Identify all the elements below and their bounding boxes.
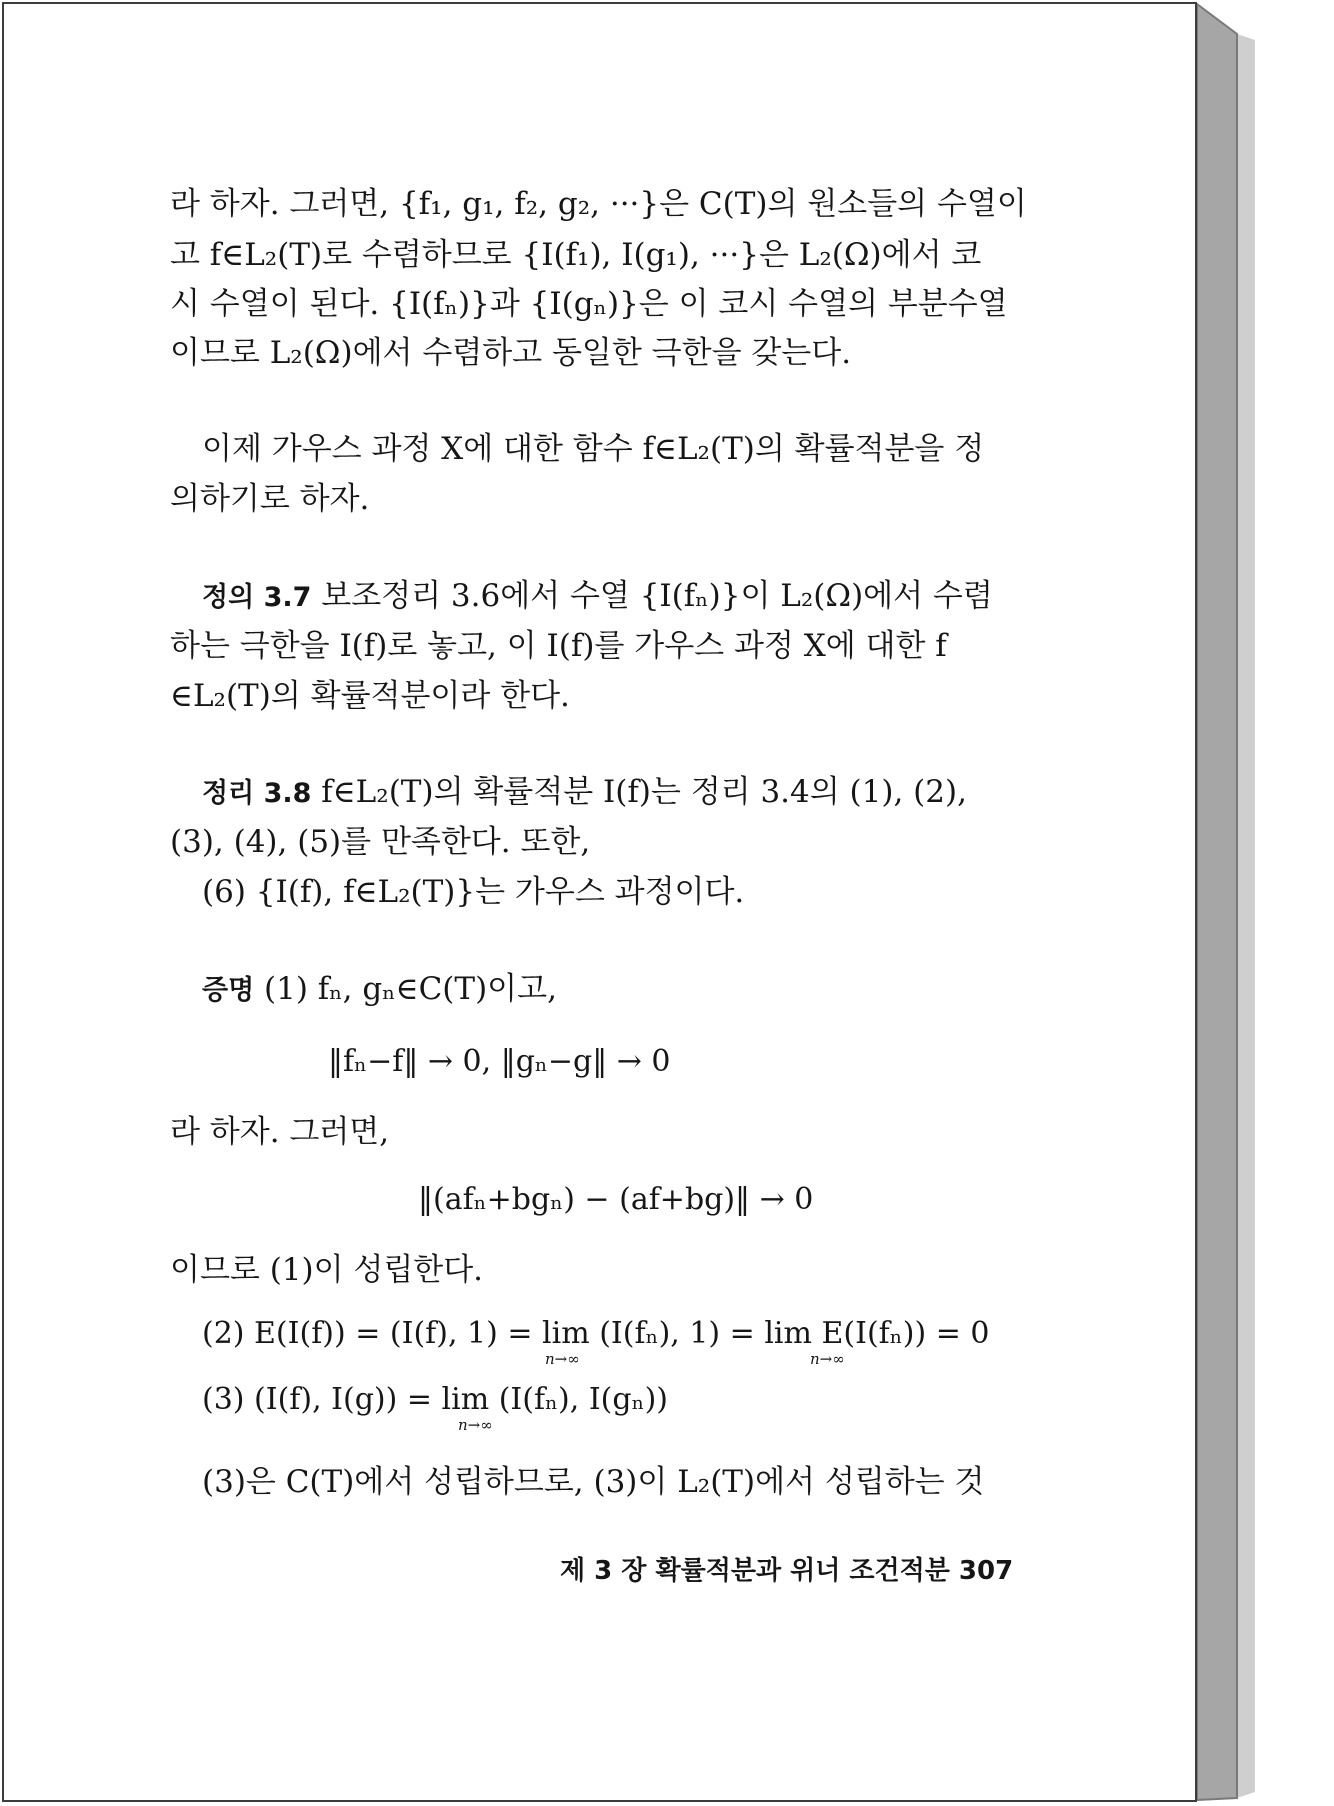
text-line: 이제 가우스 과정 X에 대한 함수 f∈L₂(T)의 확률적분을 정 bbox=[202, 431, 985, 467]
text-line: 이므로 L₂(Ω)에서 수렴하고 동일한 극한을 갖는다. bbox=[170, 335, 852, 371]
text-line: (3), (4), (5)를 만족한다. 또한, bbox=[170, 824, 591, 860]
limit-subscript: n→∞ bbox=[458, 1416, 493, 1434]
text-line: 시 수열이 된다. {I(fₙ)}과 {I(gₙ)}은 이 코시 수열의 부분수열 bbox=[170, 286, 1008, 322]
proof-line bbox=[202, 967, 1072, 1013]
equation: ‖(afₙ+bgₙ) − (af+bg)‖ → 0 bbox=[418, 1182, 814, 1217]
equation: (2) E(I(f)) = (I(f), 1) = lim (I(fₙ), 1) = lim E(I(fₙ)) = 0 bbox=[202, 1316, 990, 1351]
definition-heading: 정의 3.7 bbox=[202, 582, 312, 613]
limit-subscript: n→∞ bbox=[545, 1350, 580, 1368]
page-footer: 제 3 장 확률적분과 위너 조건적분 307 bbox=[560, 1556, 1014, 1586]
theorem-line bbox=[202, 770, 1072, 816]
theorem-heading: 정리 3.8 bbox=[202, 778, 312, 809]
text-line: 이므로 (1)이 성립한다. bbox=[170, 1252, 484, 1288]
equation: (3) (I(f), I(g)) = lim (I(fₙ), I(gₙ)) bbox=[202, 1382, 668, 1417]
limit-subscript: n→∞ bbox=[810, 1350, 845, 1368]
text-line: 라 하자. 그러면, bbox=[170, 1114, 390, 1150]
definition-line bbox=[202, 574, 1072, 620]
text-line: (6) {I(f), f∈L₂(T)}는 가우스 과정이다. bbox=[202, 874, 745, 910]
text-line: ∈L₂(T)의 확률적분이라 한다. bbox=[170, 678, 570, 714]
text-line: 고 f∈L₂(T)로 수렴하므로 {I(f₁), I(g₁), ···}은 L₂(Ω)에서 코 bbox=[170, 237, 982, 273]
proof-text: (1) fₙ, gₙ∈C(T)이고, bbox=[264, 971, 557, 1007]
theorem-text: f∈L₂(T)의 확률적분 I(f)는 정리 3.4의 (1), (2), bbox=[321, 774, 967, 810]
definition-text: 보조정리 3.6에서 수열 {I(fₙ)}이 L₂(Ω)에서 수렴 bbox=[321, 578, 993, 614]
equation: ‖fₙ−f‖ → 0, ‖gₙ−g‖ → 0 bbox=[328, 1044, 671, 1079]
text-line: 의하기로 하자. bbox=[170, 481, 370, 517]
text-line: 하는 극한을 I(f)로 놓고, 이 I(f)를 가우스 과정 X에 대한 f bbox=[170, 628, 947, 664]
book-spine bbox=[1197, 2, 1332, 1802]
proof-heading: 증명 bbox=[202, 975, 255, 1006]
text-line: 라 하자. 그러면, {f₁, g₁, f₂, g₂, ···}은 C(T)의 원소들의 수열이 bbox=[170, 186, 1027, 222]
text-line: (3)은 C(T)에서 성립하므로, (3)이 L₂(T)에서 성립하는 것 bbox=[202, 1464, 985, 1500]
